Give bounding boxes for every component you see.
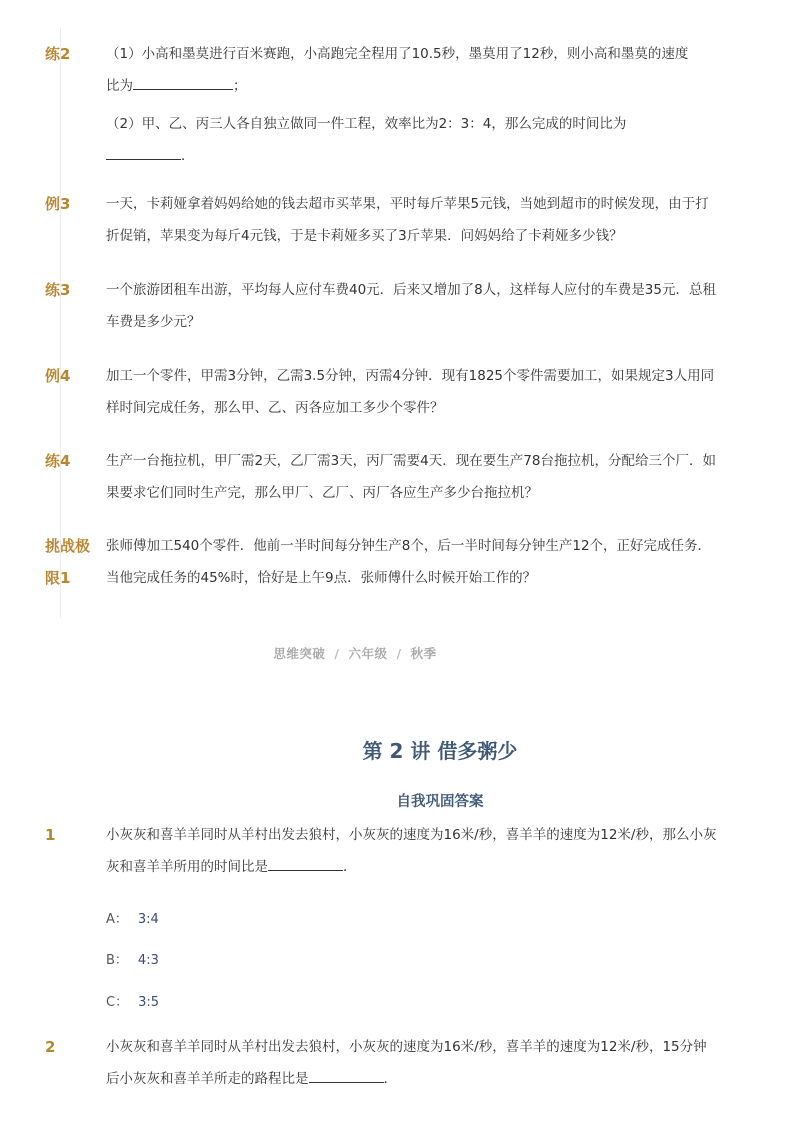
problem-text: 生产一台拖拉机，甲厂需2天，乙厂需3天，丙厂需要4天．现在要生产78台拖拉机，分配给三个厂．如果要求它们同时生产完，那么甲厂、乙厂、丙厂各应生产多少台拖拉机？ [106, 453, 716, 501]
problem-line: （1）小高和墨莫进行百米赛跑，小高跑完全程用了10.5秒，墨莫用了12秒，则小高和墨莫的速度 [106, 46, 689, 62]
answer-blank[interactable] [106, 145, 181, 160]
option-c[interactable]: C： 3:5 [106, 995, 159, 1010]
question-text: 小灰灰和喜羊羊同时从羊村出发去狼村，小灰灰的速度为16米/秒，喜羊羊的速度为12米/秒，15分钟后小灰灰和喜羊羊所走的路程比是 ． [106, 1039, 707, 1087]
footer-series: 思维突破 [273, 646, 326, 661]
footer-grade: 六年级 [348, 646, 388, 661]
option-b[interactable]: B： 4:3 [106, 953, 159, 968]
problem-text: 一天，卡莉娅拿着妈妈给她的钱去超市买苹果，平时每斤苹果5元钱，当她到超市的时候发现，由于打折促销，苹果变为每斤4元钱，于是卡莉娅多买了3斤苹果．问妈妈给了卡莉娅多少钱？ [106, 196, 709, 244]
problem-label: 例4 [45, 367, 71, 385]
question-number: 2 [45, 1038, 56, 1056]
page-footer: 思维突破 / 六年级 / 秋季 [273, 646, 437, 661]
problem-label: 练2 [45, 45, 71, 63]
problem-line: 比为 ； [106, 70, 720, 102]
problem-line: （2）甲、乙、丙三人各自独立做同一件工程，效率比为2：3：4，那么完成的时间比为 [106, 116, 627, 132]
problem-label: 练3 [45, 281, 71, 299]
question-number: 1 [45, 826, 56, 844]
problem-label: 挑战极限1 [45, 537, 91, 587]
answer-blank[interactable] [133, 75, 233, 90]
problem-label: 例3 [45, 195, 71, 213]
problem-text [106, 38, 720, 172]
answer-blank[interactable] [309, 1068, 384, 1083]
section-title: 自我巩固答案 [396, 794, 484, 810]
problem-label: 练4 [45, 452, 71, 470]
footer-season: 秋季 [410, 646, 437, 661]
problem-text: 张师傅加工540个零件．他前一半时间每分钟生产8个，后一半时间每分钟生产12个，正好完成任务．当他完成任务的45%时，恰好是上午9点．张师傅什么时候开始工作的？ [106, 538, 712, 586]
option-a[interactable]: A： 3:4 [106, 912, 159, 927]
answer-blank[interactable] [268, 856, 343, 871]
problem-line: ． [106, 140, 720, 172]
problem-text: 一个旅游团租车出游，平均每人应付车费40元．后来又增加了8人，这样每人应付的车费是35元．总租车费是多少元？ [106, 282, 716, 330]
lecture-title: 第 2 讲 借多粥少 [362, 739, 518, 763]
question-text: 小灰灰和喜羊羊同时从羊村出发去狼村，小灰灰的速度为16米/秒，喜羊羊的速度为12米/秒，那么小灰灰和喜羊羊所用的时间比是 ． [106, 827, 717, 875]
problem-text: 加工一个零件，甲需3分钟，乙需3.5分钟，丙需4分钟．现有1825个零件需要加工，如果规定3人用同样时间完成任务，那么甲、乙、丙各应加工多少个零件？ [106, 368, 715, 416]
